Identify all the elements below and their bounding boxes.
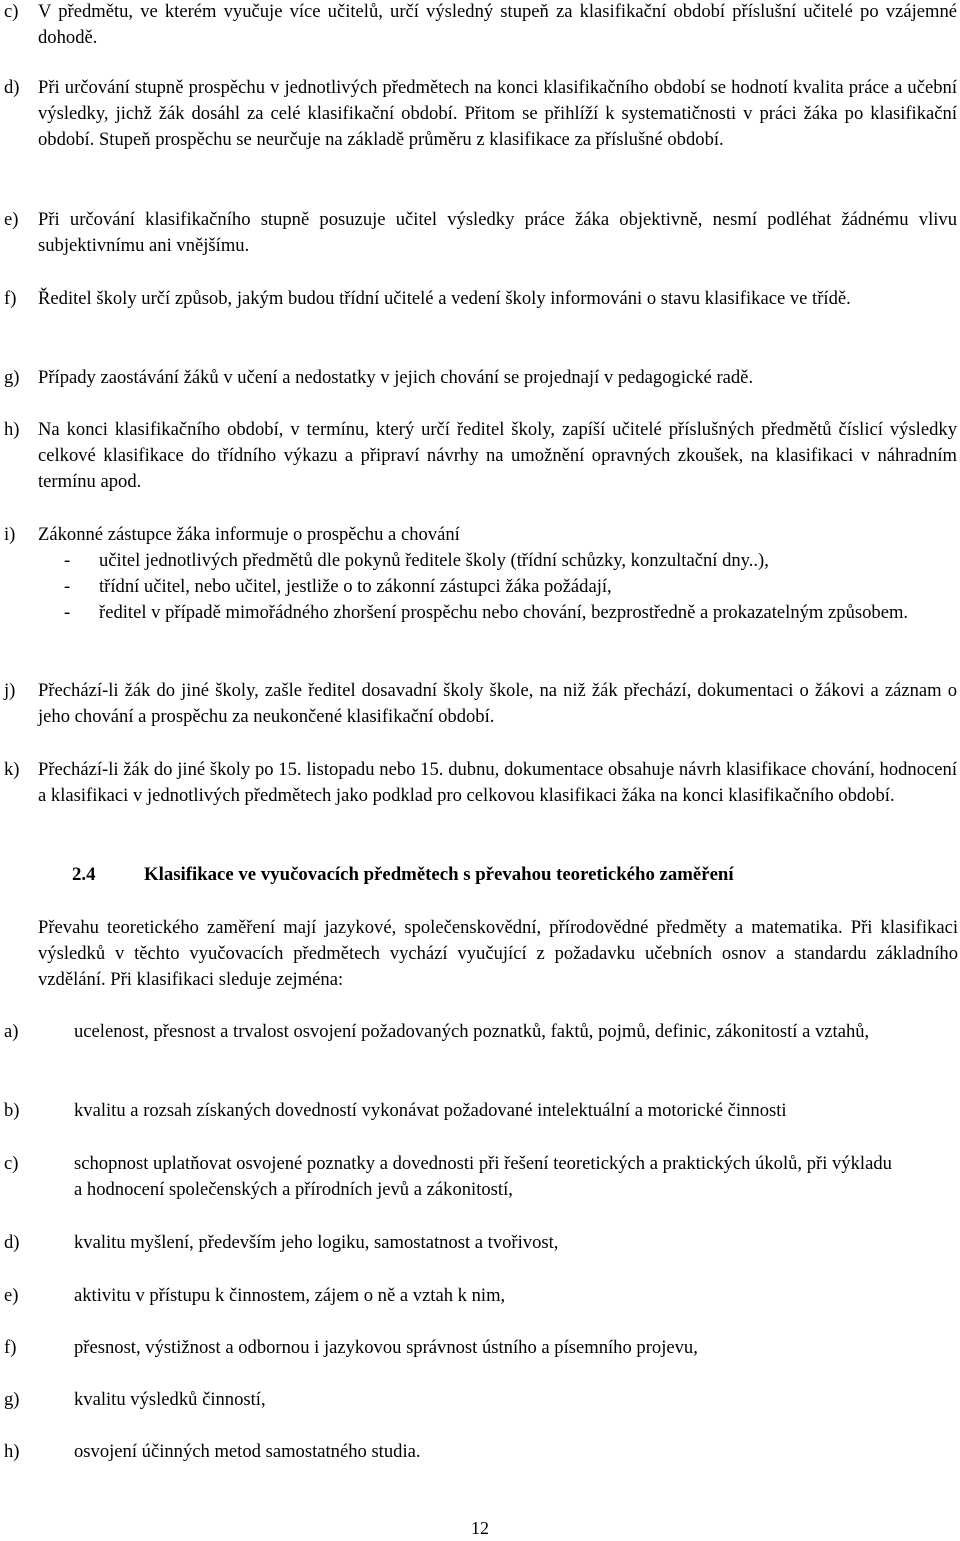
item-text: aktivitu v přístupu k činnostem, zájem o ně a vztah k nim,	[74, 1285, 506, 1306]
item-marker: h)	[4, 1441, 20, 1462]
item-text: přesnost, výstižnost a odbornou i jazykovou správnost ústního a písemního projevu,	[74, 1337, 698, 1358]
section-heading	[72, 862, 734, 888]
item-text: kvalitu a rozsah získaných dovedností vykonávat požadované intelektuální a motorické činnosti	[74, 1100, 787, 1121]
list-item-i	[4, 522, 957, 626]
criteria-item-e	[4, 1283, 957, 1309]
item-marker: k)	[4, 759, 20, 780]
item-marker: c)	[4, 1153, 19, 1174]
dash-item-text: učitel jednotlivých předmětů dle pokynů ředitele školy (třídní schůzky, konzultační dny..),	[99, 550, 769, 571]
item-text: V předmětu, ve kterém vyučuje více učitelů, určí výsledný stupeň za klasifikační období příslušní učitelé po vzájemné dohodě.	[38, 1, 957, 48]
item-text: schopnost uplatňovat osvojené poznatky a dovednosti při řešení teoretických a praktických úkolů, při výkladu a hodnocení společenských a přírodních jevů a zákonitostí,	[74, 1153, 892, 1200]
page-number: 12	[471, 1518, 489, 1538]
list-item-g	[4, 365, 957, 391]
criteria-item-d	[4, 1230, 957, 1256]
item-marker: i)	[4, 524, 16, 545]
criteria-item-h	[4, 1439, 957, 1465]
item-marker: f)	[4, 1337, 17, 1358]
item-marker: g)	[4, 367, 20, 388]
item-marker: f)	[4, 288, 17, 309]
item-marker: j)	[4, 680, 16, 701]
dash-list	[38, 548, 957, 626]
list-item-h	[4, 417, 957, 495]
item-marker: b)	[4, 1100, 20, 1121]
item-text: Přechází-li žák do jiné školy po 15. listopadu nebo 15. dubnu, dokumentace obsahuje návrh klasifikace chování, hodnocení a klasifikaci v jednotlivých předmětech jako podklad pro celkovou klasifikaci žáka na konci klasifikačního období.	[38, 759, 957, 806]
criteria-item-f	[4, 1335, 957, 1361]
section-number: 2.4	[72, 864, 96, 885]
item-text: kvalitu myšlení, především jeho logiku, samostatnost a tvořivost,	[74, 1232, 559, 1253]
item-text: kvalitu výsledků činností,	[74, 1389, 266, 1410]
item-marker: d)	[4, 1232, 20, 1253]
item-text: Při určování stupně prospěchu v jednotlivých předmětech na konci klasifikačního období se hodnotí kvalita práce a učební výsledky, jichž žák dosáhl za celé klasifikační období. Přitom se přihlíží k systematičnosti v práci žáka po klasifikační období. Stupeň prospěchu se neurčuje na základě průměru z klasifikace za příslušné období.	[38, 77, 957, 150]
dash-item: - ředitel v případě mimořádného zhoršení prospěchu nebo chování, bezprostředně a prokazatelným způsobem.	[38, 600, 957, 626]
item-marker: e)	[4, 209, 19, 230]
list-item-c	[4, 0, 957, 51]
dash-item: - učitel jednotlivých předmětů dle pokynů ředitele školy (třídní schůzky, konzultační dny..),	[38, 548, 957, 574]
dash-item-text: ředitel v případě mimořádného zhoršení prospěchu nebo chování, bezprostředně a prokazatelným způsobem.	[99, 602, 909, 623]
list-item-j	[4, 678, 957, 730]
list-item-d	[4, 75, 957, 153]
section-title: Klasifikace ve vyučovacích předmětech s převahou teoretického zaměření	[144, 864, 734, 885]
item-text: osvojení účinných metod samostatného studia.	[74, 1441, 421, 1462]
item-text: Při určování klasifikačního stupně posuzuje učitel výsledky práce žáka objektivně, nesmí podléhat žádnému vlivu subjektivnímu ani vnějšímu.	[38, 209, 957, 256]
item-marker: g)	[4, 1389, 20, 1410]
item-text: Přechází-li žák do jiné školy, zašle ředitel dosavadní školy škole, na niž žák přechází, dokumentaci o žákovi a záznam o jeho chování a prospěchu za neukončené klasifikační období.	[38, 680, 957, 727]
item-text: Ředitel školy určí způsob, jakým budou třídní učitelé a vedení školy informováni o stavu klasifikace ve třídě.	[38, 288, 851, 309]
criteria-item-g	[4, 1387, 957, 1413]
item-marker: d)	[4, 77, 20, 98]
item-text: ucelenost, přesnost a trvalost osvojení požadovaných poznatků, faktů, pojmů, definic, zákonitostí a vztahů,	[74, 1021, 870, 1042]
list-item-e	[4, 207, 957, 259]
dash-item: - třídní učitel, nebo učitel, jestliže o to zákonní zástupci žáka požádají,	[38, 574, 957, 600]
item-text: Případy zaostávání žáků v učení a nedostatky v jejich chování se projednají v pedagogické radě.	[38, 367, 754, 388]
intro-paragraph: Převahu teoretického zaměření mají jazykové, společenskovědní, přírodovědné předměty a matematika. Při klasifikaci výsledků v těchto vyučovacích předmětech vychází vyučující z požadavku učebních osnov a standardu základního vzdělání. Při klasifikaci sleduje zejména:	[38, 917, 958, 990]
criteria-item-b	[4, 1098, 957, 1124]
item-marker: h)	[4, 419, 20, 440]
item-text: Zákonné zástupce žáka informuje o prospěchu a chování	[38, 524, 460, 545]
item-marker: c)	[4, 1, 19, 22]
dash-item-text: třídní učitel, nebo učitel, jestliže o to zákonní zástupci žáka požádají,	[99, 576, 612, 597]
criteria-item-a	[4, 1019, 957, 1045]
item-text: Na konci klasifikačního období, v termínu, který určí ředitel školy, zapíší učitelé příslušných předmětů číslicí výsledky celkové klasifikace do třídního výkazu a připraví návrhy na umožnění opravných zkoušek, na klasifikaci v náhradním termínu apod.	[38, 419, 957, 492]
list-item-f	[4, 286, 957, 312]
list-item-k	[4, 757, 957, 809]
item-marker: a)	[4, 1021, 19, 1042]
item-marker: e)	[4, 1285, 19, 1306]
criteria-item-c	[4, 1151, 957, 1203]
